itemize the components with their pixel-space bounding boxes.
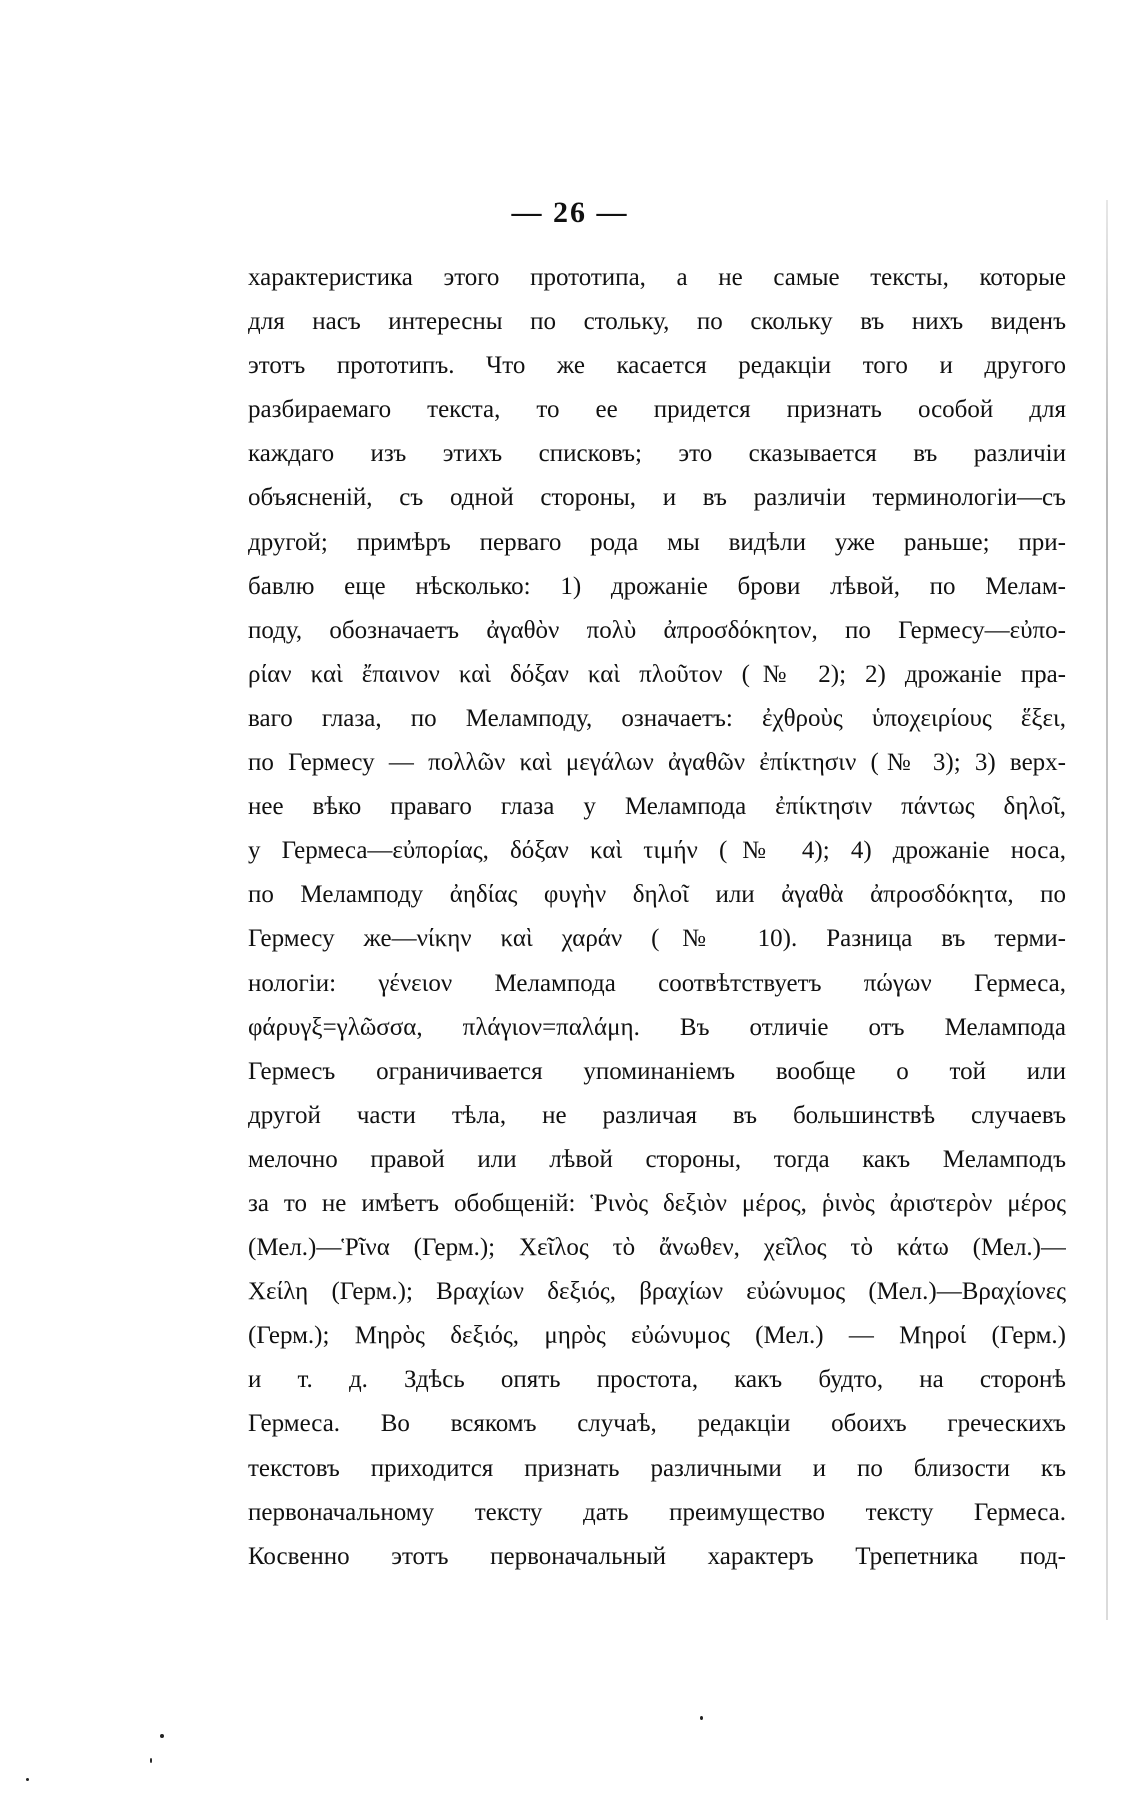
text-line: для насъ интересны по стольку, по скольку въ нихъ виденъ (248, 308, 1066, 336)
page-number: — 26 — (511, 196, 629, 229)
text-line: и т. д. Здѣсь опять простота, какъ будто, на сторонѣ (248, 1366, 1066, 1394)
scan-speck (26, 1778, 29, 1781)
text-line: объясненій, съ одной стороны, и въ различіи терминологіи—съ (248, 484, 1066, 512)
scan-speck (160, 1734, 164, 1738)
text-line: φάρυγξ=γλῶσσα, πλάγιον=παλάμη. Въ отличіе отъ Меламподa (248, 1013, 1066, 1041)
text-line: поду, обозначаетъ ἀγαθὸν πολὺ ἀπροσδόκητον, по Гермесу—εὐπο- (248, 616, 1066, 644)
text-line: ρίαν καὶ ἔπαινον καὶ δόξαν καὶ πλοῦτον (№ 2); 2) дрожаніе пра- (248, 660, 1066, 688)
text-line: этотъ прототипъ. Что же касается редакціи того и другого (248, 352, 1066, 380)
text-line: (Мел.)—Ῥῖνα (Герм.); Χεῖλος τὸ ἄνωθεν, χεῖλος τὸ κάτω (Мел.)— (248, 1234, 1066, 1262)
text-line: (Герм.); Μηρὸς δεξιός, μηρὸς εὐώνυμος (Мел.) — Μηροί (Герм.) (248, 1322, 1066, 1350)
text-line: Гермесу же—νίκην καὶ χαράν (№ 10). Разница въ терми- (248, 925, 1066, 953)
scan-speck (150, 1758, 152, 1763)
text-line: мелочно правой или лѣвой стороны, тогда какъ Меламподъ (248, 1145, 1066, 1173)
text-line: Χείλη (Герм.); Βραχίων δεξιός, βραχίων εὐώνυμος (Мел.)—Βραχίονες (248, 1278, 1066, 1306)
text-line: характеристика этого прототипа, а не самые тексты, которые (248, 264, 1066, 291)
text-line: Гермеса. Во всякомъ случаѣ, редакціи обоихъ греческихъ (248, 1410, 1066, 1438)
text-line: у Гермеса—εὐπορίας, δόξαν καὶ τιμήν (№ 4); 4) дрожаніе носа, (248, 837, 1066, 865)
text-line: другой; примѣръ перваго рода мы видѣли уже раньше; при- (248, 528, 1066, 556)
text-line: каждаго изъ этихъ списковъ; это сказывается въ различіи (248, 440, 1066, 468)
text-line: за то не имѣетъ обобщеній: Ῥινὸς δεξιὸν μέρος, ῥινὸς ἀριστερὸν μέρος (248, 1189, 1066, 1217)
text-line: текстовъ приходится признать различными и по близости къ (248, 1454, 1066, 1482)
text-line: бавлю еще нѣсколько: 1) дрожаніе брови лѣвой, по Мелам- (248, 572, 1066, 600)
text-line: другой части тѣла, не различая въ большинствѣ случаевъ (248, 1101, 1066, 1129)
text-line: ваго глаза, по Меламподу, означаетъ: ἐχθροὺς ὑποχειρίους ἕξει, (248, 704, 1066, 732)
text-line: Гермесъ ограничивается упоминаніемъ вообще о той или (248, 1057, 1066, 1085)
text-line: по Меламподу ἀηδίας φυγὴν δηλοῖ или ἀγαθὰ ἀπροσδόκητα, по (248, 881, 1066, 909)
scan-speck (700, 1716, 703, 1720)
text-line: разбираемаго текста, то ее придется признать особой для (248, 396, 1066, 424)
text-line: по Гермесу — πολλῶν καὶ μεγάλων ἀγαθῶν ἐπίκτησιν (№ 3); 3) верх- (248, 749, 1066, 777)
text-line: Косвенно этотъ первоначальный характеръ Трепетника под- (248, 1542, 1066, 1570)
text-line: первоначальному тексту дать преимущество тексту Гермеса. (248, 1498, 1066, 1526)
text-line: нологіи: γένειον Меламподa соотвѣтствуетъ πώγων Гермеса, (248, 969, 1066, 997)
body-text (248, 256, 1066, 1579)
text-line: нее вѣко праваго глаза у Меламподa ἐπίκτησιν πάντως δηλοῖ, (248, 793, 1066, 821)
page-edge-shadow (1106, 200, 1108, 1620)
